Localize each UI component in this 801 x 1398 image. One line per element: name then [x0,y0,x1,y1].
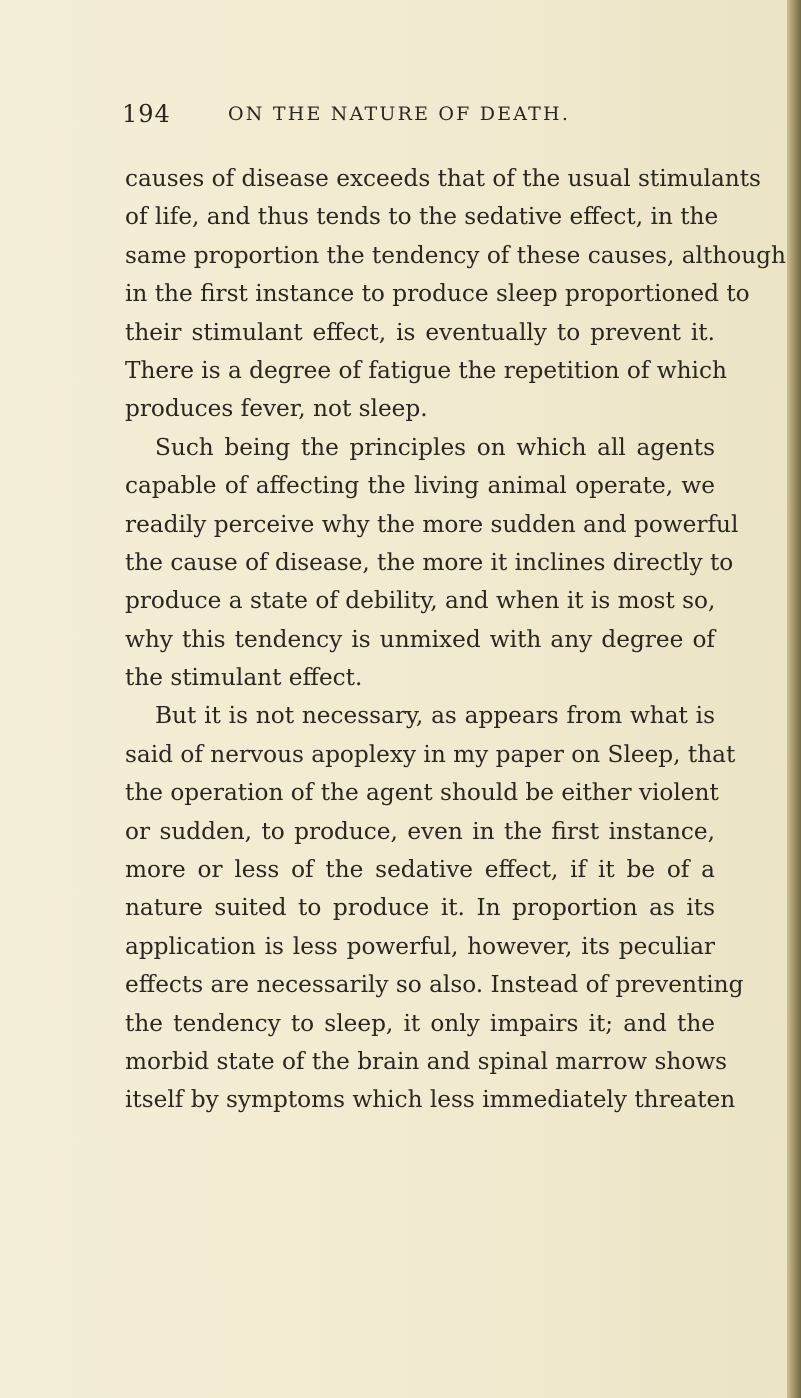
text-line: more or less of the sedative effect, if it be of a [125,856,715,884]
text-line: their stimulant effect, is eventually to prevent it. [125,318,715,346]
text-line: readily perceive why the more sudden and powerful [125,510,739,538]
body-text [125,160,786,1120]
text-line: nature suited to produce it. In proportion as its [125,894,715,922]
text-line: why this tendency is unmixed with any degree of [125,625,715,653]
text-line: the stimulant effect. [125,664,363,692]
text-line: morbid state of the brain and spinal marrow shows [125,1047,728,1075]
text-line: in the first instance to produce sleep proportioned to [125,280,750,308]
text-line: capable of affecting the living animal operate, we [125,472,715,500]
text-line: There is a degree of fatigue the repetition of which [125,356,727,384]
text-line: the cause of disease, the more it inclines directly to [125,548,734,576]
paragraph-start-line: But it is not necessary, as appears from what is [155,702,715,730]
text-line: application is less powerful, however, its peculiar [125,932,715,960]
text-line: produce a state of debility, and when it is most so, [125,587,716,615]
page-header [0,100,801,134]
running-title: ON THE NATURE OF DEATH. [228,103,571,125]
paragraph-start-line: Such being the principles on which all agents [155,433,715,461]
text-line: of life, and thus tends to the sedative effect, in the [125,203,719,231]
text-line: or sudden, to produce, even in the first instance, [125,817,715,845]
text-line: the tendency to sleep, it only impairs it; and the [125,1009,715,1037]
page-number: 194 [122,100,171,128]
text-line: itself by symptoms which less immediately threaten [125,1086,736,1114]
text-line: the operation of the agent should be either violent [125,779,719,807]
text-line: causes of disease exceeds that of the usual stimulants [125,165,761,192]
text-line: produces fever, not sleep. [125,395,428,423]
book-page-edge [787,0,801,1398]
text-line: said of nervous apoplexy in my paper on Sleep, that [125,740,736,768]
text-line: effects are necessarily so also. Instead of preventing [125,971,744,999]
text-line: same proportion the tendency of these causes, although [125,241,786,269]
